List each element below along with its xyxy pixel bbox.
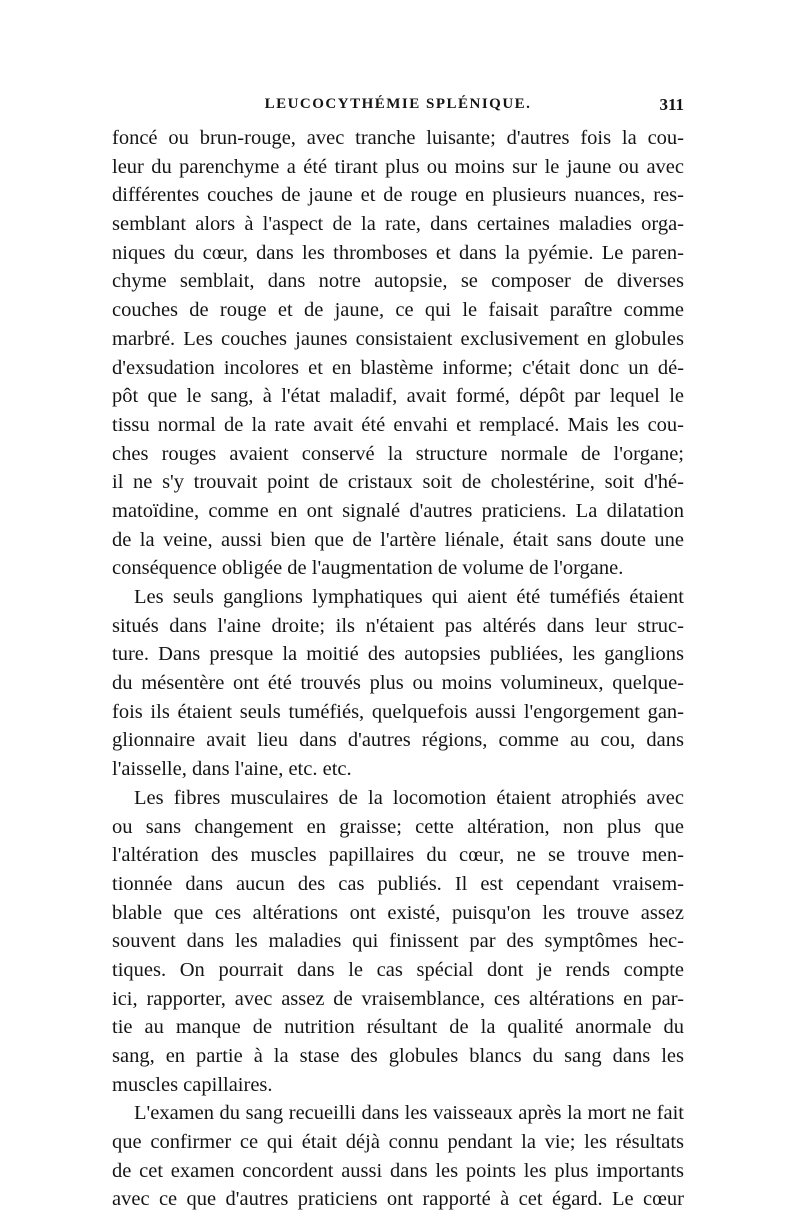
text-line: souvent dans les maladies qui finissent par des symptômes hec- bbox=[112, 930, 684, 953]
text-line: ture. Dans presque la moitié des autopsies publiées, les ganglions bbox=[112, 643, 684, 666]
text-line: Les fibres musculaires de la locomotion étaient atrophiés avec bbox=[134, 786, 684, 809]
text-line: matoïdine, comme en ont signalé d'autres praticiens. La dilatation bbox=[112, 499, 684, 522]
text-line: leur du parenchyme a été tirant plus ou moins sur le jaune ou avec bbox=[112, 155, 684, 178]
text-line: Les seuls ganglions lymphatiques qui aient été tuméfiés étaient bbox=[134, 586, 684, 608]
text-line: du mésentère ont été trouvés plus ou moins volumineux, quelque- bbox=[112, 672, 684, 695]
paragraph bbox=[112, 583, 684, 784]
text-line: l'aisselle, dans l'aine, etc. etc. bbox=[112, 758, 352, 781]
paragraph bbox=[112, 784, 684, 1100]
paragraph bbox=[112, 124, 684, 583]
text-line: ou sans changement en graisse; cette altération, non plus que bbox=[112, 815, 684, 838]
text-line: il ne s'y trouvait point de cristaux soit de cholestérine, soit d'hé- bbox=[112, 471, 684, 494]
text-line: d'exsudation incolores et en blastème informe; c'était donc un dé- bbox=[112, 356, 684, 379]
body-text bbox=[112, 124, 684, 1214]
text-line: chyme semblait, dans notre autopsie, se composer de diverses bbox=[112, 270, 684, 293]
text-line: niques du cœur, dans les thromboses et dans la pyémie. Le paren- bbox=[112, 241, 684, 264]
text-line: situés dans l'aine droite; ils n'étaient pas altérés dans leur struc- bbox=[112, 614, 684, 637]
text-line: foncé ou brun-rouge, avec tranche luisante; d'autres fois la cou- bbox=[112, 127, 684, 149]
text-line: avec ce que d'autres praticiens ont rapporté à cet égard. Le cœur bbox=[112, 1188, 684, 1211]
text-line: fois ils étaient seuls tuméfiés, quelquefois aussi l'engorgement gan- bbox=[112, 700, 684, 723]
text-line: l'altération des muscles papillaires du cœur, ne se trouve men- bbox=[112, 844, 684, 867]
text-line: marbré. Les couches jaunes consistaient exclusivement en globules bbox=[112, 327, 684, 350]
text-line: semblant alors à l'aspect de la rate, dans certaines maladies orga- bbox=[112, 213, 684, 236]
text-line: tiques. On pourrait dans le cas spécial dont je rends compte bbox=[112, 958, 684, 981]
text-line: différentes couches de jaune et de rouge en plusieurs nuances, res- bbox=[112, 184, 684, 207]
text-line: L'examen du sang recueilli dans les vaisseaux après la mort ne fait bbox=[134, 1102, 684, 1125]
paragraph bbox=[112, 1099, 684, 1214]
page-number: 311 bbox=[659, 95, 684, 114]
text-line: tionnée dans aucun des cas publiés. Il est cependant vraisem- bbox=[112, 872, 684, 895]
text-line: de la veine, aussi bien que de l'artère liénale, était sans doute une bbox=[112, 528, 684, 551]
text-line: que confirmer ce qui était déjà connu pendant la vie; les résultats bbox=[112, 1131, 684, 1154]
text-line: ches rouges avaient conservé la structure normale de l'organe; bbox=[112, 442, 684, 465]
text-line: de cet examen concordent aussi dans les points les plus importants bbox=[112, 1159, 684, 1182]
running-title: LEUCOCYTHÉMIE SPLÉNIQUE. bbox=[264, 96, 532, 112]
text-line: glionnaire avait lieu dans d'autres régions, comme au cou, dans bbox=[112, 729, 684, 752]
text-line: ici, rapporter, avec assez de vraisemblance, ces altérations en par- bbox=[112, 987, 684, 1010]
text-line: sang, en partie à la stase des globules blancs du sang dans les bbox=[112, 1045, 684, 1067]
text-line: couches de rouge et de jaune, ce qui le faisait paraître comme bbox=[112, 299, 684, 322]
page-header bbox=[112, 96, 684, 120]
text-line: blable que ces altérations ont existé, puisqu'on les trouve assez bbox=[112, 901, 684, 924]
text-line: muscles capillaires. bbox=[112, 1073, 273, 1096]
text-line: tissu normal de la rate avait été envahi et remplacé. Mais les cou- bbox=[112, 413, 684, 436]
text-line: conséquence obligée de l'augmentation de volume de l'organe. bbox=[112, 557, 624, 580]
text-line: pôt que le sang, à l'état maladif, avait formé, dépôt par lequel le bbox=[112, 385, 684, 408]
text-line: tie au manque de nutrition résultant de la qualité anormale du bbox=[112, 1016, 684, 1039]
